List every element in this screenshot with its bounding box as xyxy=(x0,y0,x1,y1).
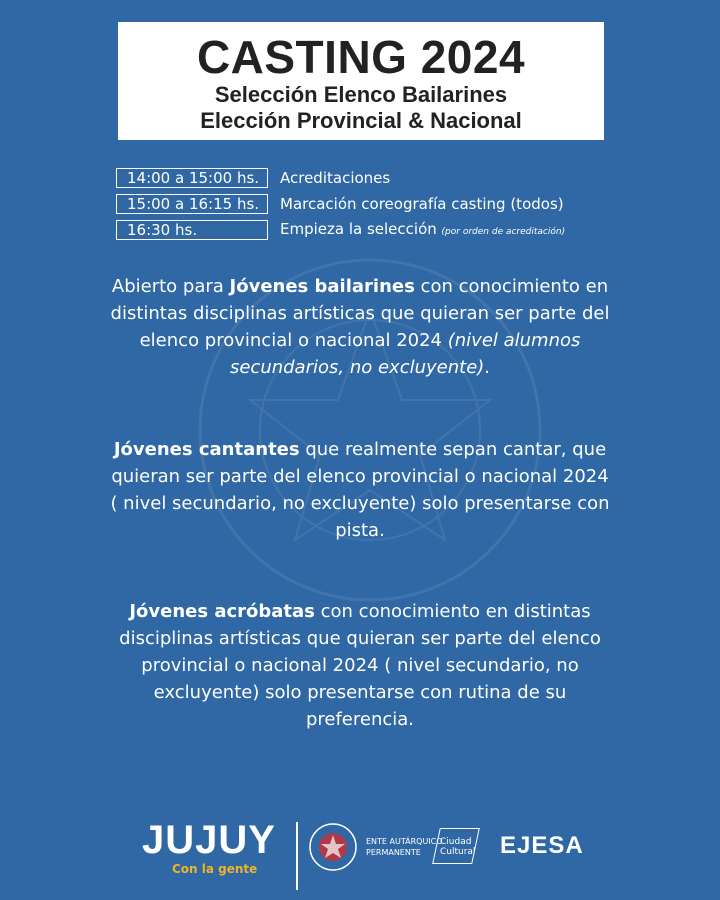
p2-bold: Jóvenes cantantes xyxy=(113,439,300,460)
schedule-time: 16:30 hs. xyxy=(116,220,268,240)
jujuy-logo: JUJUY xyxy=(142,818,276,862)
schedule xyxy=(116,166,616,244)
p1-text: con conocimiento en distintas disciplinas artísticas que quieran ser parte del elenco provincial o nacional 2024 xyxy=(110,276,610,351)
logo-divider xyxy=(296,822,298,890)
ente-line-1: ENTE AUTÁRQUICO xyxy=(366,837,443,846)
schedule-time: 15:00 a 16:15 hs. xyxy=(116,194,268,214)
jujuy-tagline: Con la gente xyxy=(172,862,258,876)
schedule-desc: Acreditaciones xyxy=(280,169,391,187)
p1-end: . xyxy=(484,357,491,378)
p3-text: con conocimiento en distintas disciplinas artísticas que quieran ser parte del elenco provincial o nacional 2024 ( nivel secundario, no excluyente) solo presentarse con rutina de su preferencia. xyxy=(119,601,601,730)
schedule-row xyxy=(116,166,616,190)
schedule-note: (por orden de acreditación) xyxy=(441,226,566,237)
ciudad-line-1: Ciudad xyxy=(440,837,472,847)
ente-logo xyxy=(366,836,443,858)
p1-bold: Jóvenes bailarines xyxy=(229,276,415,297)
schedule-row xyxy=(116,192,616,216)
p1-italic: (nivel alumnos secundarios, no excluyente) xyxy=(229,330,581,378)
schedule-desc-container xyxy=(280,219,565,242)
schedule-desc: Marcación coreografía casting (todos) xyxy=(280,195,564,213)
footer-logos xyxy=(0,812,720,900)
paragraph-singers xyxy=(110,436,610,544)
paragraph-dancers xyxy=(110,273,610,381)
paragraph-acrobats xyxy=(110,598,610,733)
schedule-time: 14:00 a 15:00 hs. xyxy=(116,168,268,188)
p1-pre: Abierto para xyxy=(111,276,230,297)
ciudad-cultural-logo xyxy=(436,828,482,868)
ciudad-line-2: Cultural xyxy=(440,847,476,857)
schedule-row xyxy=(116,218,616,242)
seal-icon xyxy=(308,822,358,872)
ejesa-logo: EJESA xyxy=(500,832,584,859)
subtitle-line-1: Selección Elenco Bailarines xyxy=(214,82,508,107)
title-banner xyxy=(118,22,604,140)
p2-text: que realmente sepan cantar, que quieran ser parte del elenco provincial o nacional 2024 ( nivel secundario, no excluyente) solo presentarse con pista. xyxy=(110,439,610,541)
page-title: CASTING 2024 xyxy=(196,31,526,83)
subtitle-line-2: Elección Provincial & Nacional xyxy=(200,108,522,133)
p3-bold: Jóvenes acróbatas xyxy=(129,601,315,622)
ente-line-2: PERMANENTE xyxy=(366,848,421,857)
schedule-desc: Empieza la selección xyxy=(280,219,437,238)
